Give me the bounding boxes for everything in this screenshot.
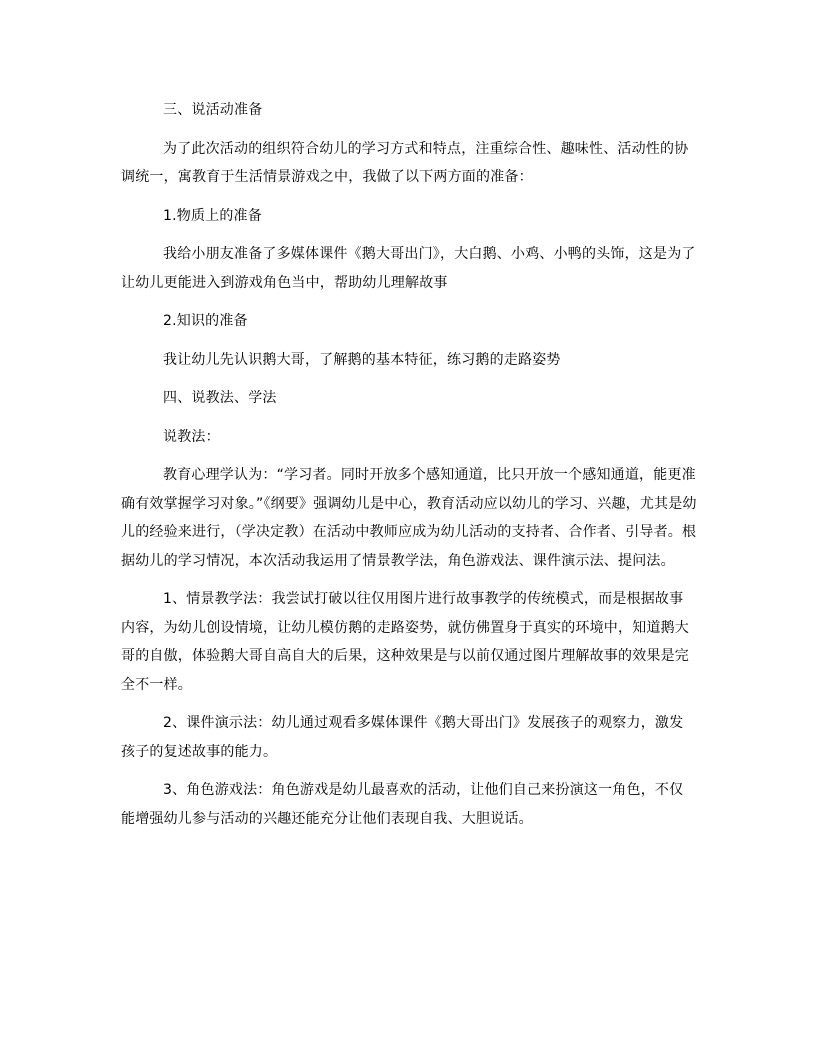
paragraph-teaching-theory: 教育心理学认为：“学习者。同时开放多个感知通道，比只开放一个感知通道，能更准确有效掌握学习对象。”《纲要》强调幼儿是中心，教育活动应以幼儿的学习、兴趣，尤其是幼儿的经验来进行，（学决定教）在活动中教师应成为幼儿活动的支持者、合作者、引导者。根据幼儿的学习情况，本次活动我运用了情景教学法，角色游戏法、课件演示法、提问法。 — [121, 467, 697, 569]
subheading-knowledge-preparation: 2.知识的准备 — [163, 313, 248, 329]
paragraph-material-preparation: 我给小朋友准备了多媒体课件《鹅大哥出门》，大白鹅、小鸡、小鸭的头饰，这是为了让幼儿更能进入到游戏角色当中，帮助幼儿理解故事 — [121, 246, 696, 291]
paragraph-preparation-intro: 为了此次活动的组织符合幼儿的学习方式和特点，注重综合性、趣味性、活动性的协调统一，寓教育于生活情景游戏之中，我做了以下两方面的准备： — [121, 140, 689, 185]
paragraph-method-situational: 1、情景教学法：我尝试打破以往仅用图片进行故事教学的传统模式，而是根据故事内容，为幼儿创设情境，让幼儿模仿鹅的走路姿势，就仿佛置身于真实的环境中，知道鹅大哥的自傲，体验鹅大哥自高自大的后果，这种效果是与以前仅通过图片理解故事的效果是完全不一样。 — [121, 591, 689, 693]
paragraph-knowledge-preparation: 我让幼儿先认识鹅大哥，了解鹅的基本特征，练习鹅的走路姿势 — [163, 351, 561, 368]
section-heading-4: 四、说教法、学法 — [163, 390, 277, 406]
subheading-material-preparation: 1.物质上的准备 — [163, 207, 262, 224]
subheading-teaching-methods: 说教法： — [163, 428, 220, 445]
paragraph-method-role-play: 3、角色游戏法：角色游戏是幼儿最喜欢的活动，让他们自己来扮演这一角色，不仅能增强幼儿参与活动的兴趣还能充分让他们表现自我、大胆说话。 — [121, 782, 684, 827]
paragraph-method-courseware: 2、课件演示法：幼儿通过观看多媒体课件《鹅大哥出门》发展孩子的观察力，激发孩子的复述故事的能力。 — [121, 715, 684, 760]
document-body — [121, 96, 697, 833]
section-heading-3: 三、说活动准备 — [163, 102, 263, 118]
